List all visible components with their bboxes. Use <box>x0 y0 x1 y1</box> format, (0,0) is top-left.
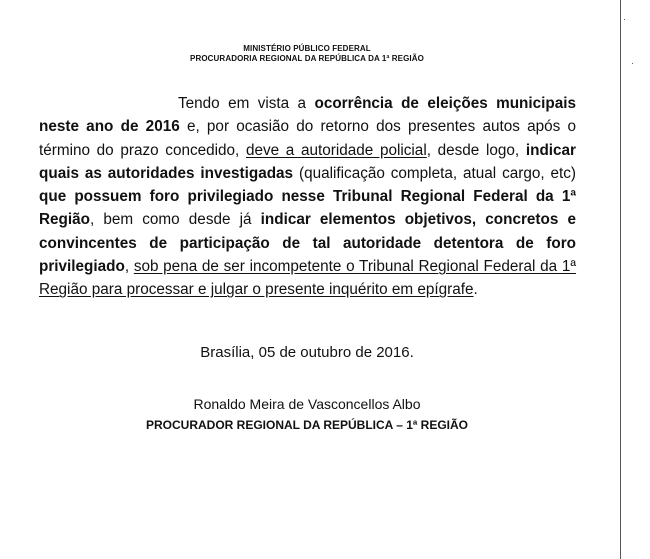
body-underline-police: deve a autoridade policial <box>245 141 427 159</box>
body-bold-objective-elements: indicar elementos objetivos, concretos e convincentes de participação de tal autoridade detentora de foro privilegiado <box>39 211 576 276</box>
body-paragraph <box>39 92 576 302</box>
body-segment: e, por ocasião do retorno dos presentes autos após o término do prazo concedido, <box>39 118 576 159</box>
body-segment: , <box>124 258 134 276</box>
document-header <box>0 44 614 63</box>
body-segment: (qualificação completa, atual cargo, etc) <box>293 164 577 182</box>
scan-mark: · <box>623 14 626 24</box>
body-segment: , desde logo, <box>426 141 526 159</box>
header-department: PROCURADORIA REGIONAL DA REPÚBLICA DA 1ª REGIÃO <box>190 53 424 63</box>
body-bold-indicate-authorities: indicar quais as autoridades investigadas <box>39 141 576 182</box>
body-segment: Tendo em vista a <box>178 95 315 112</box>
signatory-name: Ronaldo Meira de Vasconcellos Albo <box>193 396 421 412</box>
body-bold-elections: ocorrência de eleições municipais neste ano de 2016 <box>39 95 577 136</box>
header-institution: MINISTÉRIO PÚBLICO FEDERAL <box>243 44 371 53</box>
signatory-title: PROCURADOR REGIONAL DA REPÚBLICA – 1ª REGIÃO <box>145 418 469 432</box>
body-segment: , bem como desde já <box>90 211 261 229</box>
body-segment: . <box>473 281 478 299</box>
body-underline-penalty: sob pena de ser incompetente o Tribunal Regional Federal da 1ª Região para processar e julgar o presente inquérito em epígrafe <box>39 258 576 299</box>
document-date: Brasília, 05 de outubro de 2016. <box>200 344 414 361</box>
scan-mark: · <box>631 58 634 68</box>
page-edge-divider <box>620 0 621 559</box>
body-bold-privileged-forum: que possuem foro privilegiado nesse Tribunal Regional Federal da 1ª Região <box>39 188 576 229</box>
